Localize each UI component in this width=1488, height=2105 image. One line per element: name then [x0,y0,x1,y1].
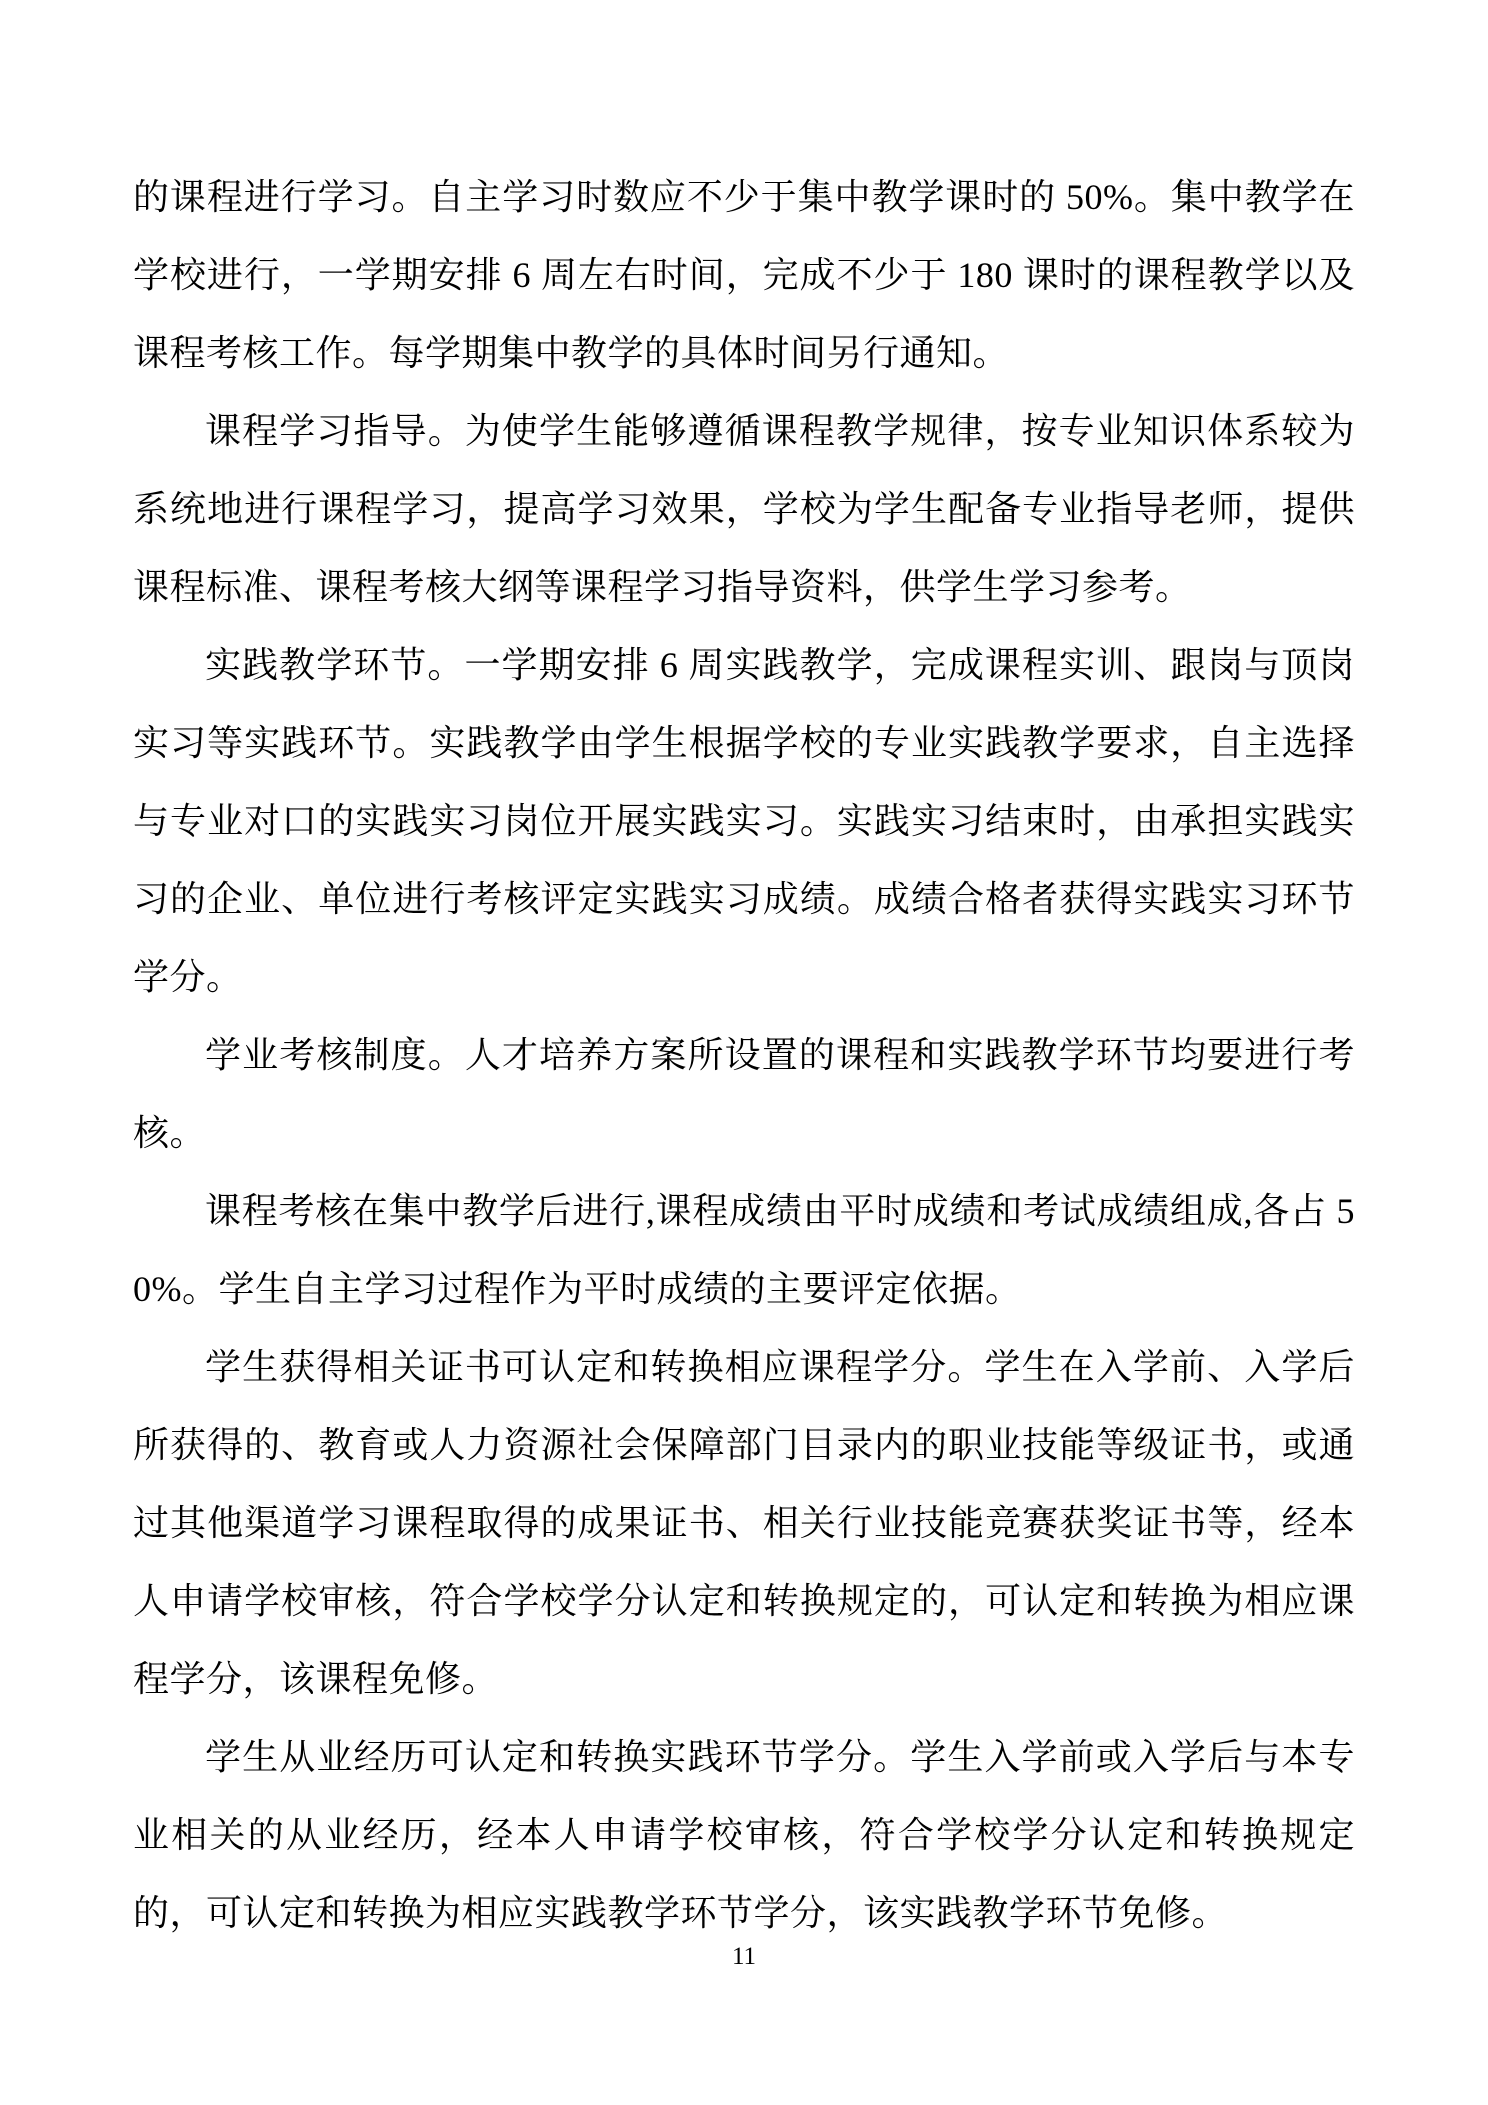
page-body-text [133,158,1355,1952]
paragraph-4: 学业考核制度。人才培养方案所设置的课程和实践教学环节均要进行考核。 [133,1035,1355,1153]
page-number: 11 [731,1943,757,1970]
paragraph-5: 课程考核在集中教学后进行,课程成绩由平时成绩和考试成绩组成,各占 50%。学生自主学习过程作为平时成绩的主要评定依据。 [133,1191,1355,1309]
paragraph-1: 的课程进行学习。自主学习时数应不少于集中教学课时的 50%。集中教学在学校进行，一学期安排 6 周左右时间，完成不少于 180 课时的课程教学以及课程考核工作。每学期集中教学的具体时间另行通知。 [133,177,1355,373]
paragraph-7: 学生从业经历可认定和转换实践环节学分。学生入学前或入学后与本专业相关的从业经历，经本人申请学校审核，符合学校学分认定和转换规定的，可认定和转换为相应实践教学环节学分，该实践教学环节免修。 [133,1737,1355,1933]
paragraph-6: 学生获得相关证书可认定和转换相应课程学分。学生在入学前、入学后所获得的、教育或人力资源社会保障部门目录内的职业技能等级证书，或通过其他渠道学习课程取得的成果证书、相关行业技能竞赛获奖证书等，经本人申请学校审核，符合学校学分认定和转换规定的，可认定和转换为相应课程学分，该课程免修。 [133,1347,1355,1699]
paragraph-3: 实践教学环节。一学期安排 6 周实践教学，完成课程实训、跟岗与顶岗实习等实践环节。实践教学由学生根据学校的专业实践教学要求，自主选择与专业对口的实践实习岗位开展实践实习。实践实习结束时，由承担实践实习的企业、单位进行考核评定实践实习成绩。成绩合格者获得实践实习环节学分。 [133,645,1355,997]
paragraph-2: 课程学习指导。为使学生能够遵循课程教学规律，按专业知识体系较为系统地进行课程学习，提高学习效果，学校为学生配备专业指导老师，提供课程标准、课程考核大纲等课程学习指导资料，供学生学习参考。 [133,411,1355,607]
